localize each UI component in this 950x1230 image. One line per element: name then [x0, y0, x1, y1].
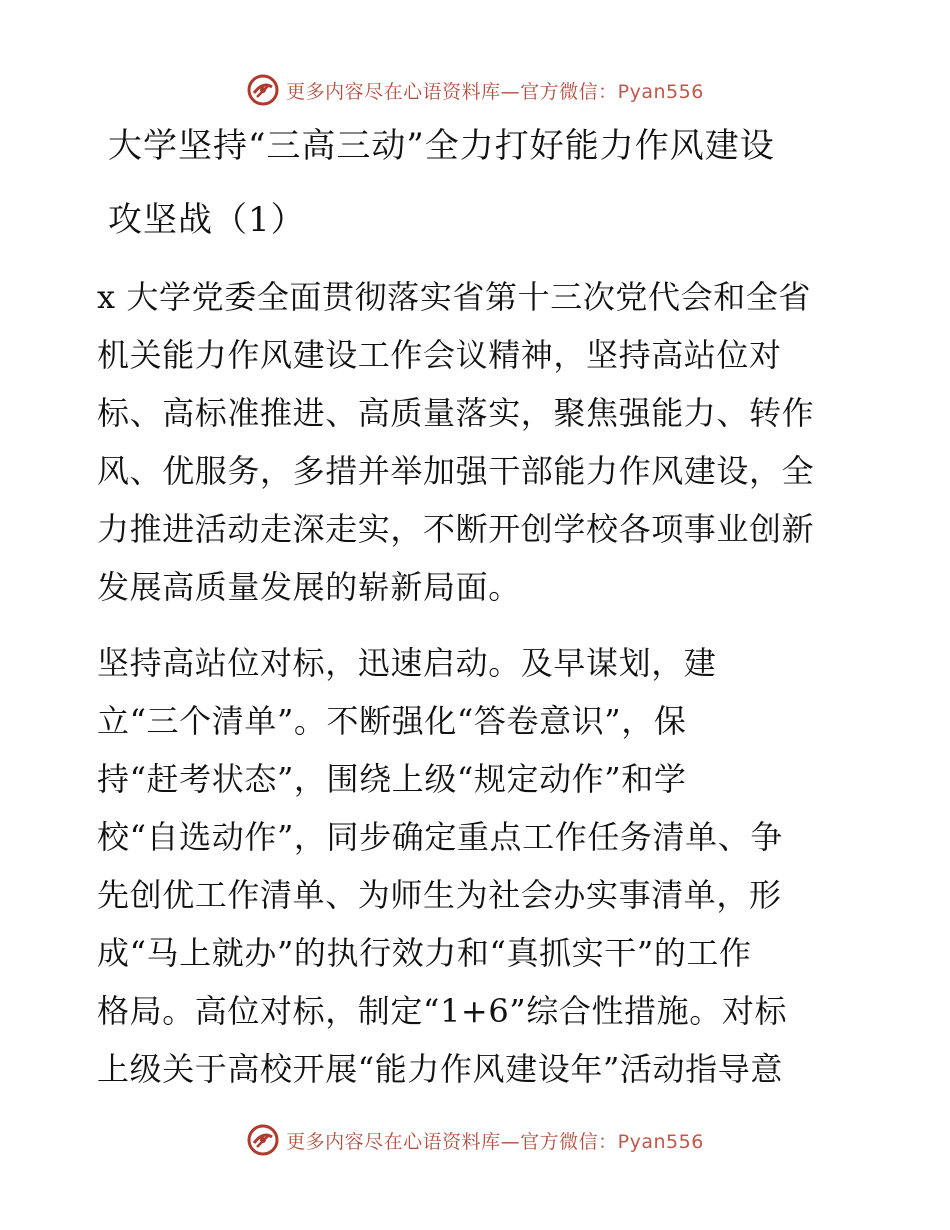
document-title-line-1: 大学坚持“三高三动”全力打好能力作风建设: [108, 126, 775, 166]
paragraph-2-line: 上级关于高校开展“能力作风建设年”活动指导意: [97, 1050, 783, 1088]
paragraph-2-line: 坚持高站位对标，迅速启动。及早谋划，建: [97, 644, 717, 682]
header-banner-handle: Pyan556: [617, 80, 704, 103]
footer-banner-handle: Pyan556: [617, 1130, 704, 1153]
paragraph-1-line: 机关能力作风建设工作会议精神，坚持高站位对: [97, 336, 782, 374]
paragraph-1-line: 标、高标准推进、高质量落实，聚焦强能力、转作: [97, 394, 815, 432]
paragraph-2-line: 持“赶考状态”，围绕上级“规定动作”和学: [97, 760, 687, 798]
paragraph-2-line: 成“马上就办”的执行效力和“真抓实干”的工作: [97, 934, 752, 972]
paragraph-1-line: x 大学党委全面贯彻落实省第十三次党代会和全省: [97, 278, 812, 316]
header-banner: [0, 70, 950, 110]
paragraph-2-line: 先创优工作清单、为师生为社会办实事清单，形: [97, 876, 782, 914]
paragraph-2-line: 立“三个清单”。不断强化“答卷意识”，保: [97, 702, 687, 740]
paragraph-2-line: 格局。高位对标，制定“1+6”综合性措施。对标: [97, 992, 788, 1030]
paragraph-1-line: 风、优服务，多措并举加强干部能力作风建设，全: [97, 452, 815, 490]
book-logo-icon: [246, 73, 280, 107]
header-banner-text: 更多内容尽在心语资料库—官方微信：Pyan556: [286, 80, 704, 103]
paragraph-2-line: 校“自选动作”，同步确定重点工作任务清单、争: [97, 818, 783, 856]
footer-banner-text: 更多内容尽在心语资料库—官方微信：Pyan556: [286, 1130, 704, 1153]
paragraph-1-line: 发展高质量发展的崭新局面。: [97, 568, 521, 606]
book-logo-icon: [246, 1123, 280, 1157]
document-title-line-2: 攻坚战（1）: [108, 200, 306, 240]
footer-banner: [0, 1120, 950, 1160]
paragraph-1-line: 力推进活动走深走实，不断开创学校各项事业创新: [97, 510, 815, 548]
